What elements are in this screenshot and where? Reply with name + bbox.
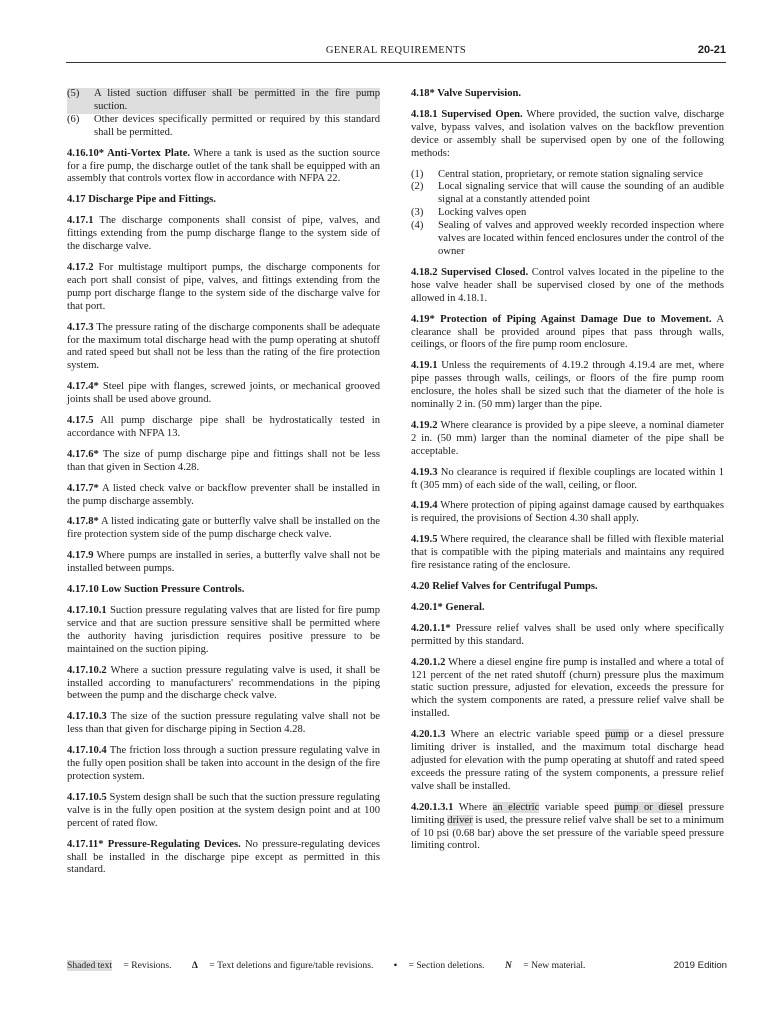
page-number: 20-21 — [697, 44, 726, 56]
section-heading-4-18: 4.18* Valve Supervision. — [411, 88, 522, 99]
section-heading-4-17: 4.17 Discharge Pipe and Fittings. — [67, 194, 216, 206]
paragraph-4-19-4: 4.19.4 Where protection of piping against damage caused by earthquakes is required, the provisions of Section 4.30 shall apply. — [411, 500, 724, 525]
section-heading-4-20-1: 4.20.1* General. — [411, 601, 485, 613]
paragraph-4-17-10-4: 4.17.10.4 The friction loss through a suction pressure regulating valve in the fully open position shall be taken into account in the design of the fire protection system. — [67, 745, 380, 782]
paragraph-4-17-2: 4.17.2 For multistage multiport pumps, the discharge components for each port shall consist of pipe, valves, and fittings extending from the pump port discharge flange to the system side of the discharge valve for that port. — [67, 261, 380, 312]
list-item: (4) Sealing of valves and approved weekly recorded inspection where valves are located within fenced enclosures under the control of the owner — [411, 220, 724, 257]
revision-legend: Shaded text = Revisions. Δ = Text deletions and figure/table revisions. • = Section deletions. N = New material. — [67, 960, 586, 971]
revision-shading: driver — [447, 814, 473, 826]
list-item: (5) A listed suction diffuser shall be permitted in the fire pump suction. — [67, 88, 380, 112]
paragraph-4-18-1: 4.18.1 Supervised Open. Where provided, the suction valve, discharge valve, bypass valves, and isolation valves on the backflow prevention device or assembly shall be supervised open by one of the following methods: — [411, 108, 724, 159]
paragraph-4-19-2: 4.19.2 Where clearance is provided by a pipe sleeve, a nominal diameter 2 in. (50 mm) larger than the nominal diameter of the pipe shall be acceptable. — [411, 419, 724, 457]
paragraph-4-17-10-2: 4.17.10.2 Where a suction pressure regulating valve is used, it shall be installed according to manufacturers' recommendations in the piping between the pump and the discharge check valve. — [67, 664, 380, 702]
paragraph-4-17-1: 4.17.1 The discharge components shall consist of pipe, valves, and fittings extending from the pump discharge flange to the system side of the discharge valve. — [67, 215, 380, 253]
paragraph-4-19-5: 4.19.5 Where required, the clearance shall be filled with flexible material that is compatible with the piping materials and maintains any required fire resistance rating of the enclosure. — [411, 534, 724, 572]
paragraph-4-20-1-2: 4.20.1.2 Where a diesel engine fire pump is installed and where a total of 121 percent of the net rated shutoff (churn) pressure plus the maximum static suction pressure, adjusted for elevation, exceeds the pressure for which the system components are rated, a pressure relief valve shall be installed. — [411, 656, 724, 720]
paragraph-4-17-10-1: 4.17.10.1 Suction pressure regulating valves that are listed for fire pump service and that are suction pressure sensitive shall be permitted where the authority having jurisdiction requires positive pressure to be maintained on the suction piping. — [67, 605, 380, 655]
list-item: (1) Central station, proprietary, or remote station signaling service — [411, 168, 703, 180]
paragraph-4-17-3: 4.17.3 The pressure rating of the discharge components shall be adequate for the maximum total discharge head with the pump operating at shutoff and rated speed but shall not be less than the rating of the fire protection system. — [67, 321, 380, 372]
paragraph-4-17-10-3: 4.17.10.3 The size of the suction pressure regulating valve shall not be less than that given for discharge piping in Section 4.28. — [67, 711, 380, 736]
paragraph-4-16-10: 4.16.10* Anti-Vortex Plate. Where a tank is used as the suction source for a fire pump, the discharge outlet of the tank shall be equipped with an assembly that controls vortex flow in accordance with NFPA 22. — [67, 147, 380, 185]
list-item: (2) Local signaling service that will cause the sounding of an audible signal at a constantly attended point — [411, 181, 724, 206]
new-material-icon: N — [504, 960, 512, 971]
running-header — [66, 44, 726, 63]
paragraph-4-19-1: 4.19.1 Unless the requirements of 4.19.2 through 4.19.4 are met, where pipe passes through walls, ceilings, or floors of the fire pump room enclosure, the holes shall be sized such that the diameter of the hole is nominally 2 in. (50 mm) larger than the pipe. — [411, 360, 724, 411]
paragraph-4-17-11: 4.17.11* Pressure-Regulating Devices. No pressure-regulating devices shall be installed in the discharge pipe except as permitted in this standard. — [67, 838, 380, 876]
header-title: GENERAL REQUIREMENTS — [325, 45, 467, 56]
list-item: (3) Locking valves open — [411, 207, 527, 219]
paragraph-4-19-3: 4.19.3 No clearance is required if flexible couplings are located within 1 ft (305 mm) of each side of the wall, ceiling, or floor. — [411, 466, 724, 491]
paragraph-4-17-7: 4.17.7* A listed check valve or backflow preventer shall be installed in the pump discharge assembly. — [67, 482, 380, 507]
delta-icon: Δ — [191, 960, 198, 971]
paragraph-4-20-1-1: 4.20.1.1* Pressure relief valves shall be used only where specifically permitted by this standard. — [411, 622, 724, 647]
bullet-icon: • — [393, 960, 398, 971]
section-heading-4-20: 4.20 Relief Valves for Centrifugal Pumps. — [411, 581, 598, 592]
paragraph-4-20-1-3-1: 4.20.1.3.1 Where an electric variable speed pump or diesel pressure limiting driver is used, the pressure relief valve shall be set to a minimum of 10 psi (0.68 bar) above the set pressure of the variable speed pressure limiting control. — [411, 801, 724, 852]
shaded-text-sample: Shaded text — [67, 960, 113, 971]
paragraph-4-17-8: 4.17.8* A listed indicating gate or butterfly valve shall be installed on the fire protection system side of the pump discharge check valve. — [67, 516, 380, 541]
paragraph-4-17-10-5: 4.17.10.5 System design shall be such that the suction pressure regulating valve is in the fully open position at the system design point and at 100 percent of rated flow. — [67, 791, 380, 829]
paragraph-4-17-4: 4.17.4* Steel pipe with flanges, screwed joints, or mechanical grooved joints shall be used above ground. — [67, 381, 380, 406]
edition-label: 2019 Edition — [673, 960, 727, 971]
paragraph-4-17-9: 4.17.9 Where pumps are installed in series, a butterfly valve shall not be installed between pumps. — [67, 550, 380, 575]
revision-shading: pump or diesel — [614, 801, 684, 813]
revision-shading: pump — [604, 729, 630, 741]
list-item: (6) Other devices specifically permitted or required by this standard shall be permitted. — [67, 113, 380, 138]
methods-list — [411, 169, 724, 259]
revision-shading: an electric — [492, 801, 540, 813]
section-heading-4-17-10: 4.17.10 Low Suction Pressure Controls. — [67, 584, 245, 596]
paragraph-4-17-5: 4.17.5 All pump discharge pipe shall be hydrostatically tested in accordance with NFPA 13. — [67, 415, 380, 439]
paragraph-4-19: 4.19* Protection of Piping Against Damage Due to Movement. A clearance shall be provided around pipes that pass through walls, ceilings, or floors of the fire pump room enclosure. — [411, 313, 725, 351]
paragraph-4-18-2: 4.18.2 Supervised Closed. Control valves located in the pipeline to the hose valve header shall be supervised closed by one of the methods allowed in 4.18.1. — [411, 266, 724, 304]
right-column — [411, 88, 724, 853]
paragraph-4-20-1-3: 4.20.1.3 Where an electric variable speed pump or a diesel pressure limiting driver is installed, and the maximum total discharge head adjusted for elevation with the pump operating at shutoff and rated speed exceeds the pressure rating of the system components, a pressure relief valve shall be installed. — [411, 729, 724, 792]
left-column — [67, 88, 380, 877]
paragraph-4-17-6: 4.17.6* The size of pump discharge pipe and fittings shall not be less than that given in Section 4.28. — [67, 448, 380, 473]
